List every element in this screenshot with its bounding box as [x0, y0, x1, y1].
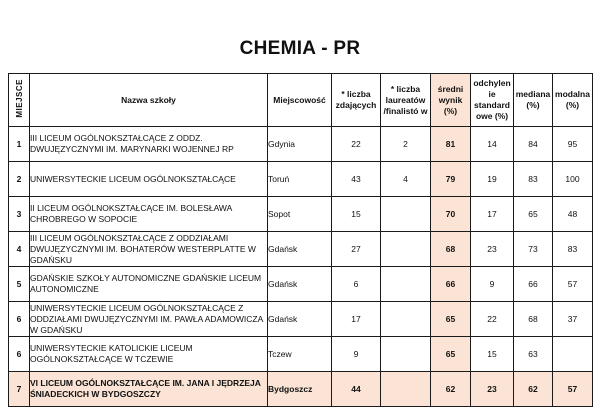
median-cell: 65 [514, 197, 553, 232]
median-cell: 68 [514, 302, 553, 337]
stdev-cell: 14 [471, 127, 514, 162]
mode-cell: 37 [553, 302, 593, 337]
header-school: Nazwa szkoły [30, 74, 268, 127]
school-cell: UNIWERSYTECKIE LICEUM OGÓLNOKSZTAŁCĄCE [30, 162, 268, 197]
laureates-cell [381, 267, 431, 302]
average-cell: 68 [431, 232, 471, 267]
stdev-cell: 19 [471, 162, 514, 197]
table-row [9, 127, 593, 162]
average-cell: 66 [431, 267, 471, 302]
place-cell: 1 [9, 127, 30, 162]
place-cell: 7 [9, 372, 30, 407]
header-median: mediana (%) [514, 74, 553, 127]
stdev-cell: 15 [471, 337, 514, 372]
takers-cell: 15 [332, 197, 381, 232]
table-row [9, 337, 593, 372]
takers-cell: 6 [332, 267, 381, 302]
mode-cell: 83 [553, 232, 593, 267]
school-cell: UNIWERSYTECKIE LICEUM OGÓLNOKSZTAŁCĄCE Z ODDZIAŁAMI DWUJĘZYCZNYMI IM. PAWŁA ADAMOWICZA W GDAŃSKU [30, 302, 268, 337]
average-cell: 65 [431, 302, 471, 337]
city-cell: Gdańsk [268, 267, 332, 302]
place-cell: 2 [9, 162, 30, 197]
city-cell: Bydgoszcz [268, 372, 332, 407]
mode-cell [553, 337, 593, 372]
city-cell: Toruń [268, 162, 332, 197]
table-row [9, 267, 593, 302]
takers-cell: 17 [332, 302, 381, 337]
city-cell: Gdańsk [268, 232, 332, 267]
mode-cell: 100 [553, 162, 593, 197]
city-cell: Gdynia [268, 127, 332, 162]
place-cell: 6 [9, 337, 30, 372]
laureates-cell: 2 [381, 127, 431, 162]
average-cell: 62 [431, 372, 471, 407]
takers-cell: 43 [332, 162, 381, 197]
city-cell: Gdańsk [268, 302, 332, 337]
results-table [8, 73, 593, 407]
header-place: MIEJSCE [9, 74, 30, 127]
median-cell: 84 [514, 127, 553, 162]
mode-cell: 57 [553, 267, 593, 302]
page-title: CHEMIA - PR [239, 38, 361, 59]
mode-cell: 57 [553, 372, 593, 407]
stdev-cell: 23 [471, 232, 514, 267]
median-cell: 66 [514, 267, 553, 302]
school-cell: III LICEUM OGÓLNOKSZTAŁCĄCE Z ODDZ. DWUJĘZYCZNYMI IM. MARYNARKI WOJENNEJ RP [30, 127, 268, 162]
header-mode: modalna (%) [553, 74, 593, 127]
mode-cell: 48 [553, 197, 593, 232]
median-cell: 63 [514, 337, 553, 372]
header-stdev: odchylen ie standard owe (%) [471, 74, 514, 127]
school-cell: II LICEUM OGÓLNOKSZTAŁCĄCE IM. BOLESŁAWA CHROBREGO W SOPOCIE [30, 197, 268, 232]
header-row [9, 74, 593, 127]
stdev-cell: 17 [471, 197, 514, 232]
takers-cell: 44 [332, 372, 381, 407]
stdev-cell: 22 [471, 302, 514, 337]
laureates-cell [381, 302, 431, 337]
school-cell: VI LICEUM OGÓLNOKSZTAŁCĄCE IM. JANA I JĘDRZEJA ŚNIADECKICH W BYDGOSZCZY [30, 372, 268, 407]
highlighted-table-row [9, 372, 593, 407]
header-laureates: * liczba laureatów /finalistó w [381, 74, 431, 127]
header-takers: * liczba zdających [332, 74, 381, 127]
place-cell: 5 [9, 267, 30, 302]
table-row [9, 197, 593, 232]
takers-cell: 22 [332, 127, 381, 162]
stdev-cell: 9 [471, 267, 514, 302]
laureates-cell [381, 337, 431, 372]
city-cell: Tczew [268, 337, 332, 372]
laureates-cell [381, 372, 431, 407]
mode-cell: 95 [553, 127, 593, 162]
average-cell: 81 [431, 127, 471, 162]
header-average: średni wynik (%) [431, 74, 471, 127]
table-row [9, 232, 593, 267]
average-cell: 79 [431, 162, 471, 197]
school-cell: III LICEUM OGÓLNOKSZTAŁCĄCE Z ODDZIAŁAMI DWUJĘZYCZNYMI IM. BOHATERÓW WESTERPLATTE W GDAŃSKU [30, 232, 268, 267]
place-cell: 4 [9, 232, 30, 267]
place-cell: 6 [9, 302, 30, 337]
average-cell: 70 [431, 197, 471, 232]
laureates-cell [381, 197, 431, 232]
place-cell: 3 [9, 197, 30, 232]
laureates-cell [381, 232, 431, 267]
average-cell: 65 [431, 337, 471, 372]
city-cell: Sopot [268, 197, 332, 232]
median-cell: 62 [514, 372, 553, 407]
table-row [9, 302, 593, 337]
stdev-cell: 23 [471, 372, 514, 407]
takers-cell: 9 [332, 337, 381, 372]
median-cell: 73 [514, 232, 553, 267]
takers-cell: 27 [332, 232, 381, 267]
table-row [9, 162, 593, 197]
school-cell: GDAŃSKIE SZKOŁY AUTONOMICZNE GDAŃSKIE LICEUM AUTONOMICZNE [30, 267, 268, 302]
header-city: Miejscowość [268, 74, 332, 127]
school-cell: UNIWERSYTECKIE KATOLICKIE LICEUM OGÓLNOKSZTAŁCĄCE W TCZEWIE [30, 337, 268, 372]
median-cell: 83 [514, 162, 553, 197]
laureates-cell: 4 [381, 162, 431, 197]
